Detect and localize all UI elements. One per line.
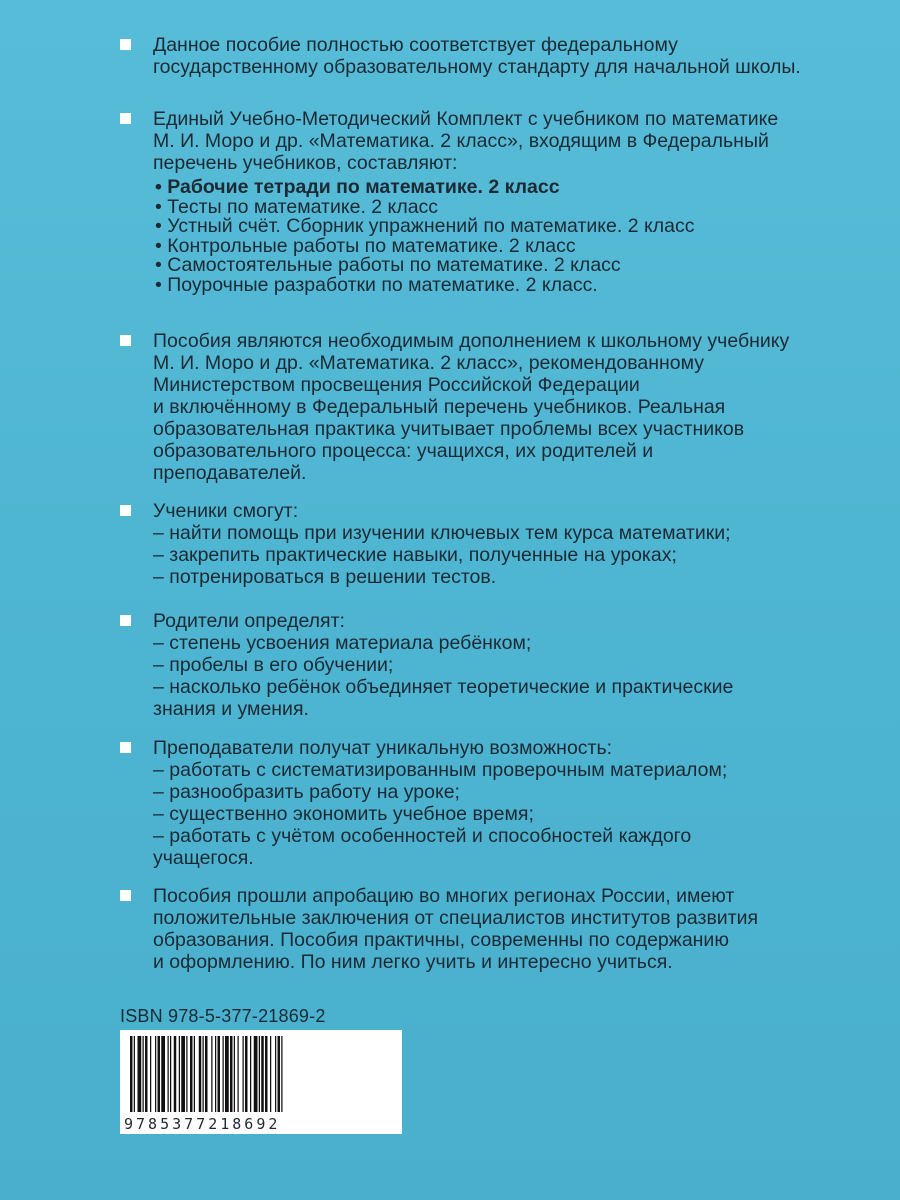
barcode-bar xyxy=(243,1036,244,1112)
section-text: Преподаватели получат уникальную возможность: – работать с систематизированным проверочным материалом; – разнообразить работу на уроке; – существенно экономить учебное время; – работать с учётом особенностей и способностей каждого учащегося. xyxy=(153,737,728,869)
section-text: Пособия прошли апробацию во многих регионах России, имеют положительные заключения от специалистов институтов развития образования. Пособия практичны, современны по содержанию и оформлению. По ним легко учить и интересно учиться. xyxy=(153,885,759,973)
barcode-bar xyxy=(265,1036,268,1112)
square-bullet-icon xyxy=(120,39,131,50)
components-list xyxy=(155,178,694,295)
section-text: Данное пособие полностью соответствует федеральному государственному образовательному стандарту для начальной школы. xyxy=(153,34,801,78)
list-item: • Контрольные работы по математике. 2 класс xyxy=(155,234,576,257)
barcode-bar xyxy=(238,1036,239,1112)
barcode-bar xyxy=(245,1036,248,1112)
section-text: Единый Учебно-Методический Комплект с учебником по математике М. И. Моро и др. «Математика. 2 класс», входящим в Федеральный перечень учебников, составляют: xyxy=(153,108,779,174)
list-item: • Устный счёт. Сборник упражнений по математике. 2 класс xyxy=(155,215,695,237)
square-bullet-icon xyxy=(120,742,131,753)
section-text: Ученики смогут: – найти помощь при изучении ключевых тем курса математики; – закрепить практические навыки, полученные на уроках; – потренироваться в решении тестов. xyxy=(153,500,731,588)
barcode-bar xyxy=(190,1036,193,1112)
barcode-bar xyxy=(230,1036,233,1112)
section-text: Родители определят: – степень усвоения материала ребёнком; – пробелы в его обучении; – насколько ребёнок объединяет теоретические и практические знания и умения. xyxy=(153,610,734,720)
barcode-bar xyxy=(261,1036,264,1112)
barcode-bar xyxy=(150,1036,151,1112)
barcode-bar xyxy=(259,1036,260,1112)
list-item: • Тесты по математике. 2 класс xyxy=(155,195,439,218)
barcode xyxy=(120,1030,402,1134)
list-item: • Самостоятельные работы по математике. 2 класс xyxy=(155,254,621,276)
barcode-bar xyxy=(130,1036,133,1112)
barcode-bar xyxy=(250,1036,251,1112)
barcode-bar xyxy=(170,1036,171,1112)
square-bullet-icon xyxy=(120,113,131,124)
barcode-bar xyxy=(225,1036,229,1112)
barcode-bar xyxy=(179,1036,180,1112)
barcode-bar xyxy=(158,1036,161,1112)
barcode-bar xyxy=(254,1036,258,1112)
square-bullet-icon xyxy=(120,890,131,901)
barcode-bar xyxy=(161,1036,165,1112)
section-text: Пособия являются необходимым дополнением к школьному учебнику М. И. Моро и др. «Математика. 2 класс», рекомендованному Министерством просвещения Российской Федерации и включённому в Федеральный перечень учебников. Реальная образовательная практика учитывает проблемы всех участников образовательного процесса: учащихся, их родителей и преподавателей. xyxy=(153,330,790,484)
barcode-bar xyxy=(138,1036,142,1112)
barcode-bar xyxy=(203,1036,204,1112)
barcode-bar xyxy=(281,1036,282,1112)
list-item: • Поурочные разработки по математике. 2 класс. xyxy=(155,273,598,296)
barcode-bar xyxy=(223,1036,224,1112)
isbn-block xyxy=(120,1006,404,1134)
barcode-bar xyxy=(234,1036,235,1112)
barcode-bars-icon xyxy=(130,1036,392,1112)
barcode-bar xyxy=(270,1036,271,1112)
barcode-bar xyxy=(143,1036,144,1112)
square-bullet-icon xyxy=(120,615,131,626)
isbn-label: ISBN 978-5-377-21869-2 xyxy=(120,1006,326,1026)
barcode-bar xyxy=(134,1036,135,1112)
barcode-bar xyxy=(186,1036,187,1112)
barcode-bar xyxy=(205,1036,208,1112)
list-item: • Рабочие тетради по математике. 2 класс xyxy=(155,176,560,198)
square-bullet-icon xyxy=(120,335,131,346)
barcode-bar xyxy=(211,1036,212,1112)
barcode-bar xyxy=(215,1036,216,1112)
barcode-bar xyxy=(275,1036,276,1112)
barcode-bar xyxy=(181,1036,185,1112)
barcode-bar xyxy=(174,1036,177,1112)
barcode-bar xyxy=(278,1036,281,1112)
barcode-digits: 9785377218692 xyxy=(124,1115,281,1133)
barcode-bar xyxy=(145,1036,148,1112)
barcode-bar xyxy=(194,1036,195,1112)
square-bullet-icon xyxy=(120,505,131,516)
barcode-bar xyxy=(199,1036,202,1112)
barcode-bar xyxy=(168,1036,169,1112)
barcode-bar xyxy=(218,1036,221,1112)
barcode-bar xyxy=(155,1036,156,1112)
